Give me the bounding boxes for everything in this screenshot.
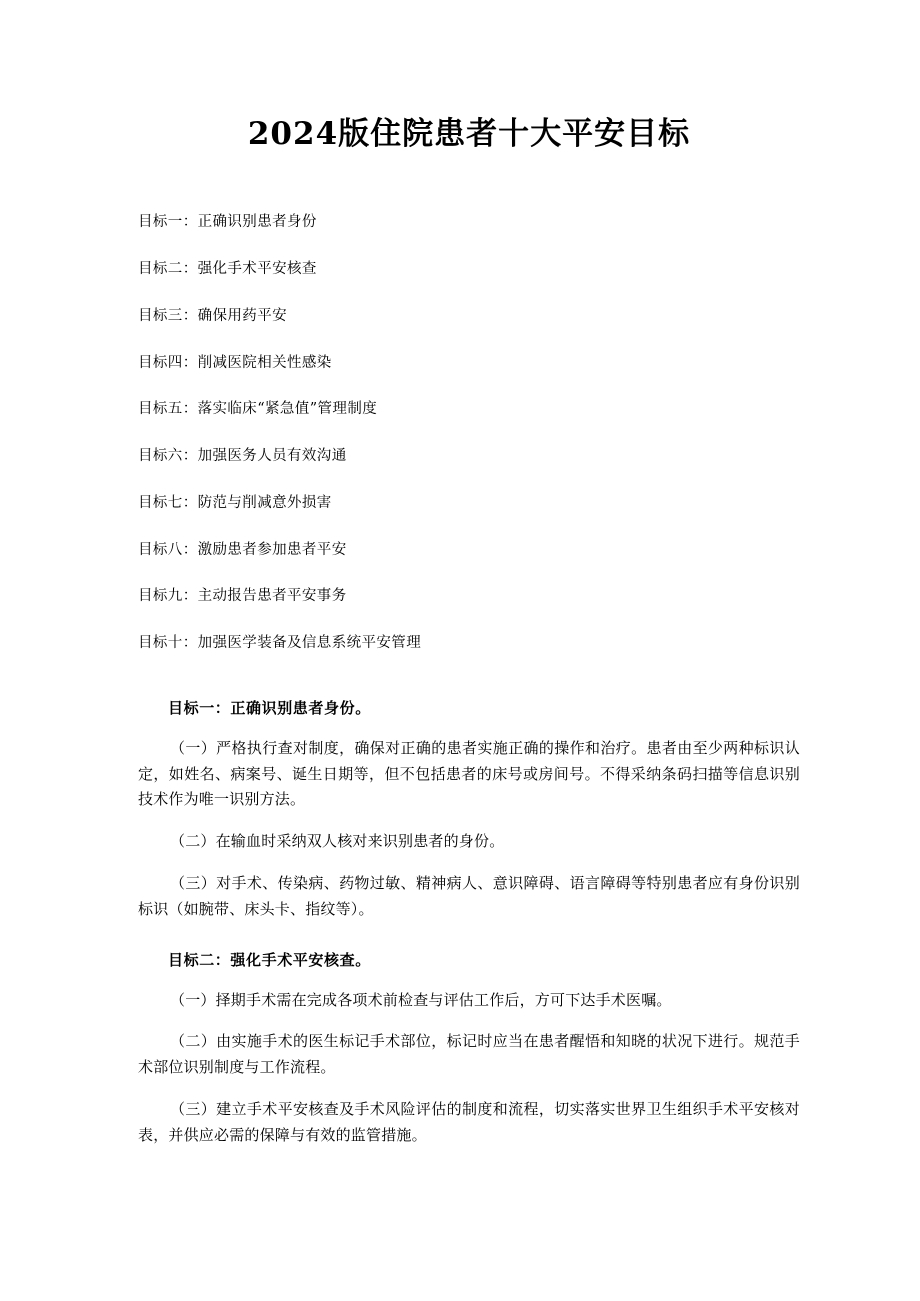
section-heading: 目标一：正确识别患者身份。	[168, 698, 371, 717]
list-item: 目标六：加强医务人员有效沟通	[138, 448, 347, 465]
list-item: 目标一：正确识别患者身份	[138, 214, 317, 231]
paragraph: （一）严格执行查对制度，确保对正确的患者实施正确的操作和治疗。患者由至少两种标识认定，如姓名、病案号、诞生日期等，但不包括患者的床号或房间号。不得采纳条码扫描等信息识别技术作为唯一识别方法。	[138, 738, 800, 809]
paragraph: （三）建立手术平安核查及手术风险评估的制度和流程，切实落实世界卫生组织手术平安核对表，并供应必需的保障与有效的监管措施。	[138, 1099, 800, 1144]
section-goal-one	[138, 697, 800, 923]
paragraph: （二）在输血时采纳双人核对来识别患者的身份。	[170, 832, 505, 851]
section-heading: 目标二：强化手术平安核查。	[168, 950, 371, 969]
table-of-contents	[138, 212, 800, 655]
page-title: 2024版住院患者十大平安目标	[247, 116, 691, 152]
list-item: 目标九：主动报告患者平安事务	[138, 588, 347, 605]
list-item: 目标八：激励患者参加患者平安	[138, 541, 347, 558]
list-item: 目标七：防范与削减意外损害	[138, 494, 332, 511]
section-goal-two	[138, 949, 800, 1149]
list-item: 目标二：强化手术平安核查	[138, 261, 317, 278]
paragraph: （二）由实施手术的医生标记手术部位，标记时应当在患者醒悟和知晓的状况下进行。规范手术部位识别制度与工作流程。	[138, 1032, 800, 1077]
list-item: 目标四：削减医院相关性感染	[138, 354, 332, 371]
list-item: 目标十：加强医学装备及信息系统平安管理	[138, 635, 422, 652]
list-item: 目标三：确保用药平安	[138, 307, 287, 324]
paragraph: （三）对手术、传染病、药物过敏、精神病人、意识障碍、语言障碍等特别患者应有身份识别标识（如腕带、床头卡、指纹等）。	[138, 873, 800, 918]
paragraph: （一）择期手术需在完成各项术前检查与评估工作后，方可下达手术医嘱。	[170, 990, 672, 1009]
list-item: 目标五：落实临床“紧急值”管理制度	[138, 401, 378, 418]
